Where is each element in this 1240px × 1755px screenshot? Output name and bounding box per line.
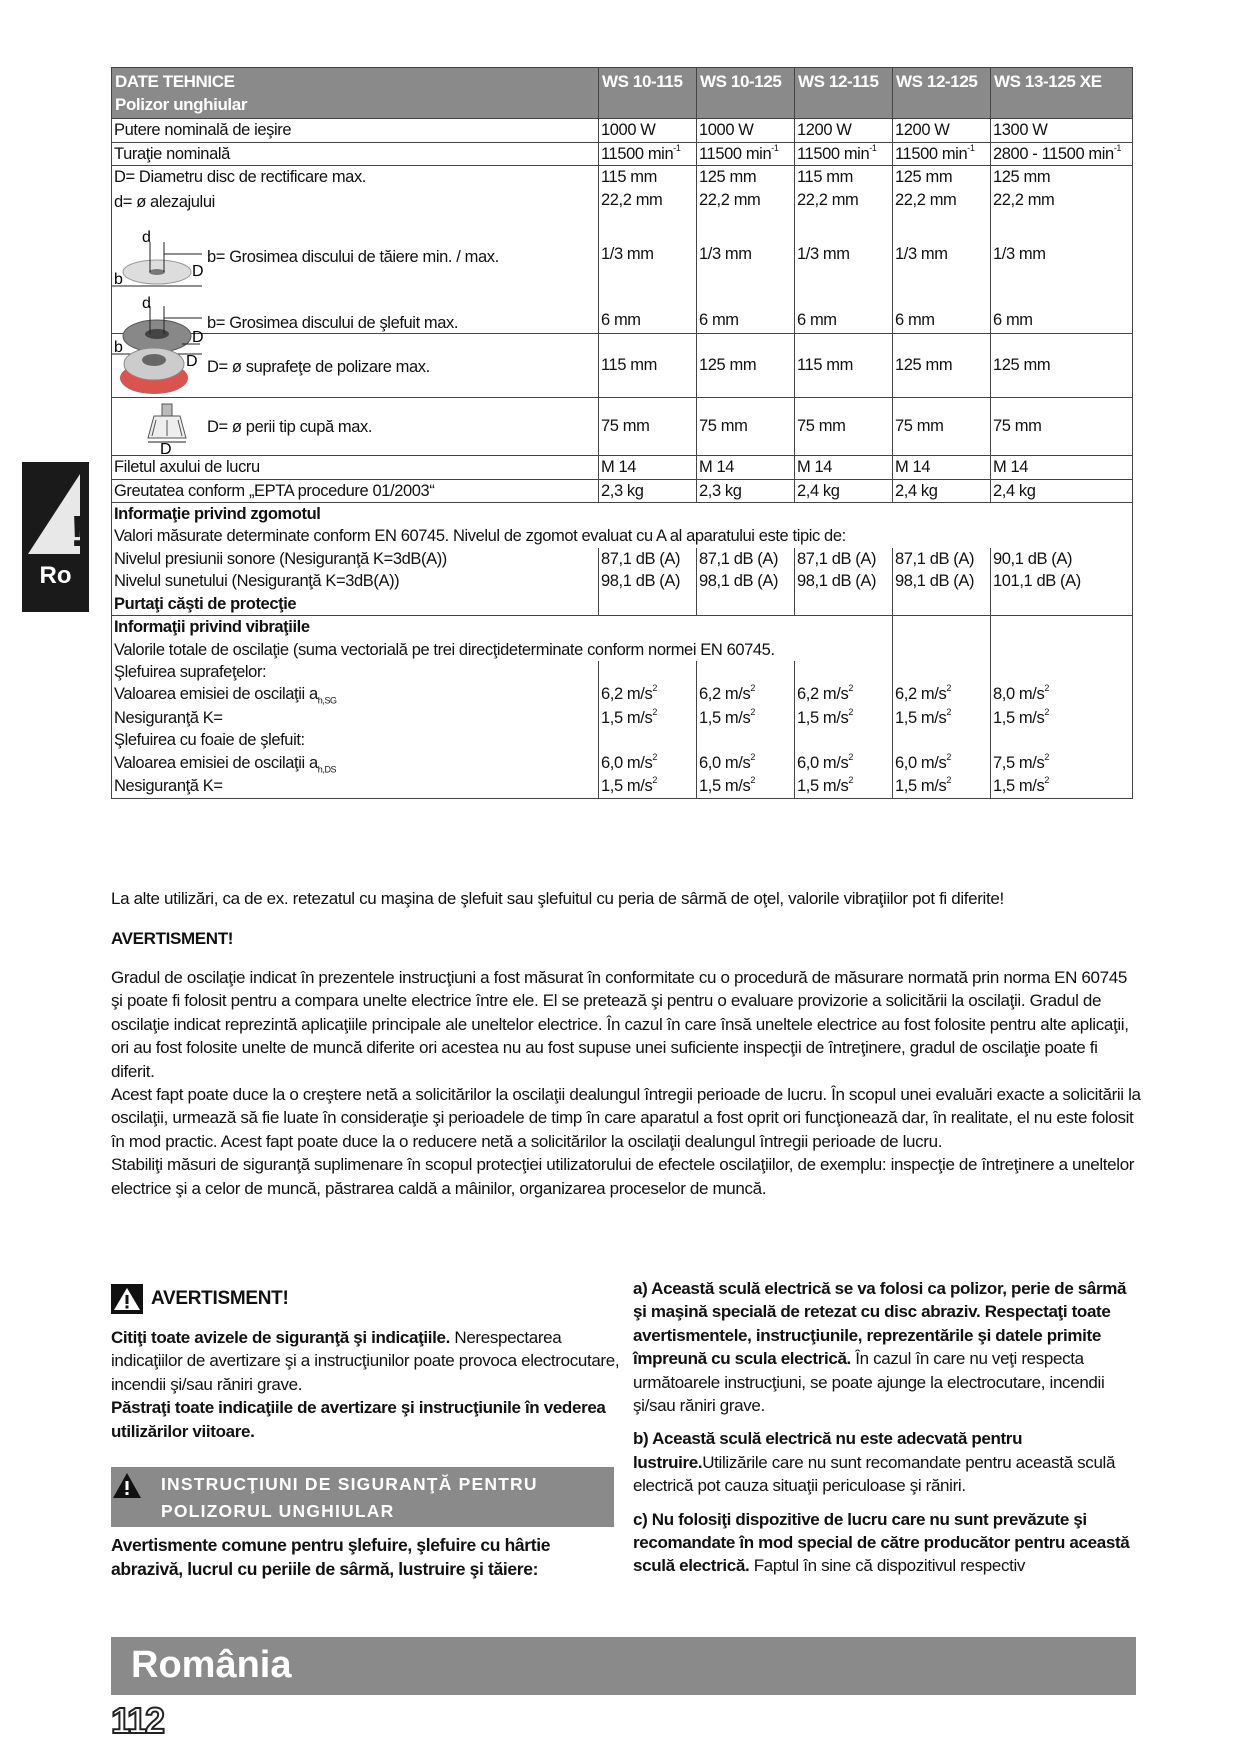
cell: 101,1 dB (A) (991, 570, 1133, 592)
row-label: Filetul axului de lucru (112, 456, 599, 479)
row-label: Nesiguranţă K= (112, 707, 599, 729)
safety-instructions-bar: INSTRUCŢIUNI DE SIGURANŢĂ PENTRU POLIZORUL UNGHIULAR (111, 1467, 614, 1527)
cell: 115 mm 22,2 mm 1/3 mm 6 mm (599, 166, 697, 334)
keep-instructions-text: Păstraţi toate indicaţiile de avertizare şi instrucţiunile în vederea utilizărilor viitoare. (111, 1398, 606, 1441)
svg-text:!: ! (70, 507, 85, 556)
cell (795, 729, 893, 751)
ear-protection-note: Purtaţi căşti de protecţie (112, 593, 599, 616)
cell: 1,5 $m/s^2$ (697, 775, 795, 798)
row-label: Nesiguranţă K= (112, 775, 599, 798)
warning-title: AVERTISMENT! (111, 929, 234, 948)
cell: 6,0 $m/s^2$ (893, 752, 991, 776)
table-row (112, 661, 1133, 683)
cell (991, 593, 1133, 616)
svg-text:D: D (192, 263, 204, 281)
table-row (112, 570, 1133, 592)
cell (991, 661, 1133, 683)
cell (893, 593, 991, 616)
cell: M 14 (599, 456, 697, 479)
row-label: Putere nominală de ieşire (112, 119, 599, 142)
cell: 1,5 $m/s^2$ (893, 707, 991, 729)
model-header: WS 12-125 (893, 68, 991, 119)
cell: 75 mm (697, 398, 795, 456)
table-row (112, 334, 1133, 398)
cell (795, 661, 893, 683)
cell: 11500 $\min^{-1}$ (697, 142, 795, 165)
svg-text:D: D (160, 441, 172, 459)
cell: 6,0 $m/s^2$ (599, 752, 697, 776)
cell (893, 661, 991, 683)
read-warnings-text: Citiţi toate avizele de siguranţă şi indicaţiile. Nerespectarea indicaţiilor de avertizare şi a instrucţiunilor poate provoca electrocutare, incendii şi/sau răniri grave. (111, 1328, 620, 1394)
noise-intro: Valori măsurate determinate conform EN 60745. Nivelul de zgomot evaluat cu A al aparatului este tipic de: (112, 525, 1133, 547)
table-row (112, 398, 1133, 456)
cell (599, 593, 697, 616)
noise-intro-row (112, 525, 1133, 547)
warning-triangle-icon (111, 1471, 143, 1501)
vibration-intro: Valorile totale de oscilaţie (suma vectorială pe trei direcţideterminate conform normei EN 60745. (112, 639, 893, 661)
language-tab (22, 462, 89, 612)
cell: 6,0 $m/s^2$ (697, 752, 795, 776)
cell (697, 729, 795, 751)
row-label: Greutatea conform „EPTA procedure 01/2003“ (112, 479, 599, 502)
cell (893, 639, 991, 661)
country-title: România (131, 1644, 292, 1686)
cell: 11500 $\min^{-1}$ (599, 142, 697, 165)
table-title: DATE TEHNICE Polizor unghiular (112, 68, 599, 119)
cell: 87,1 dB (A) (599, 548, 697, 570)
footer-bar (111, 1637, 1136, 1695)
warning-body: Gradul de oscilaţie indicat în prezentele instrucţiuni a fost măsurat în conformitate cu o procedură de măsurare normată prin norma EN 60745 şi poate fi folosit pentru a compara unelte electrice între ele. El se pretează şi pentru o evaluare provizorie a solicitării la oscilaţii. Gradul de oscilaţie indicat reprezintă aplicaţiile principale ale uneltelor electrice. În cazul în care însă uneltele electrice au fost folosite pentru alte aplicaţii, ori au fost folosite unelte de muncă diferite ori acestea nu au fost supuse unei suficiente inspecţii de întreţinere, gradul de oscilaţie poate fi diferit. Acest fapt poate duce la o creştere netă a solicitărilor la oscilaţii dealungul întregii perioade de lucru. În scopul unei evaluări exacte a solicitării la oscilaţii, urmează să fie luate în consideraţie şi perioadele de timp în care aparatul a fost oprit ori funcţionează dar, în realitate, el nu este folosit în mod practic. Acest fapt poate duce la o reducere netă a solicitărilor la oscilaţii dealungul întregii perioade de lucru. Stabiliţi măsuri de siguranţă suplimenare în scopul protecţiei utilizatorului de efectele oscilaţiilor, de exemplu: inspecţie de întreţinere a uneltelor electrice şi a celor de muncă, păstrarea caldă a mâinilor, organizarea proceselor de muncă. (111, 968, 1141, 1198)
vibration-title-row (112, 616, 1133, 639)
vibration-intro-row (112, 639, 1133, 661)
table-row (112, 142, 1133, 165)
table-row (112, 775, 1133, 798)
cup-brush-icon (142, 400, 202, 459)
row-label: Valoarea emisiei de oscilaţii $a_{h,SG}$ (112, 683, 599, 707)
svg-text:b: b (114, 271, 123, 289)
row-label: Turaţie nominală (112, 142, 599, 165)
cell (697, 661, 795, 683)
cell: 2,4 kg (795, 479, 893, 502)
cell (991, 616, 1133, 639)
cell: M 14 (795, 456, 893, 479)
row-label: Şlefuirea cu foaie de şlefuit: (112, 729, 599, 751)
cell: 98,1 dB (A) (697, 570, 795, 592)
cell (991, 729, 1133, 751)
row-label: Nivelul presiunii sonore (Nesiguranţă K=3dB(A)) (112, 548, 599, 570)
cell: 1,5 $m/s^2$ (991, 707, 1133, 729)
page-number: 112 (111, 1700, 164, 1741)
technical-data-table (111, 67, 1133, 799)
cell: 87,1 dB (A) (893, 548, 991, 570)
cell: 98,1 dB (A) (893, 570, 991, 592)
cell (991, 639, 1133, 661)
cell: 98,1 dB (A) (795, 570, 893, 592)
cell: 125 mm 22,2 mm 1/3 mm 6 mm (697, 166, 795, 334)
svg-text:b: b (114, 339, 123, 357)
cell: 1,5 $m/s^2$ (697, 707, 795, 729)
table-row (112, 119, 1133, 142)
cell: 8,0 $m/s^2$ (991, 683, 1133, 707)
cell (599, 729, 697, 751)
noise-title: Informaţie privind zgomotul (112, 502, 1133, 525)
cell: 75 mm (795, 398, 893, 456)
cell: 2,4 kg (893, 479, 991, 502)
cell: 2800 - 11500 $\min^{-1}$ (991, 142, 1133, 165)
cell: 125 mm (991, 334, 1133, 398)
cell: M 14 (991, 456, 1133, 479)
cell: 6,2 $m/s^2$ (795, 683, 893, 707)
cell: 75 mm (991, 398, 1133, 456)
model-header: WS 10-125 (697, 68, 795, 119)
row-label: Nivelul sunetului (Nesiguranţă K=3dB(A)) (112, 570, 599, 592)
svg-text:d: d (142, 229, 151, 247)
cell (697, 593, 795, 616)
row-label: D D= ø perii tip cupă max. (112, 398, 599, 456)
polishing-pad-icon (116, 336, 202, 398)
left-column (111, 1284, 621, 1581)
table-row (112, 479, 1133, 502)
svg-text:D: D (186, 353, 198, 371)
cell (795, 593, 893, 616)
model-header: WS 12-115 (795, 68, 893, 119)
cell: 75 mm (893, 398, 991, 456)
cell: 90,1 dB (A) (991, 548, 1133, 570)
cell: 1300 W (991, 119, 1133, 142)
table-row (112, 683, 1133, 707)
cell: 115 mm 22,2 mm 1/3 mm 6 mm (795, 166, 893, 334)
cell: 6,2 $m/s^2$ (599, 683, 697, 707)
cell: 125 mm 22,2 mm 1/3 mm 6 mm (991, 166, 1133, 334)
cell: 11500 $\min^{-1}$ (893, 142, 991, 165)
cell: 2,3 kg (599, 479, 697, 502)
right-column (633, 1277, 1138, 1578)
cell (893, 616, 991, 639)
cell: 2,4 kg (991, 479, 1133, 502)
row-label: Valoarea emisiei de oscilaţii $a_{h,DS}$ (112, 752, 599, 776)
cell: 6,0 $m/s^2$ (795, 752, 893, 776)
cell: 125 mm 22,2 mm 1/3 mm 6 mm (893, 166, 991, 334)
cell: 115 mm (795, 334, 893, 398)
cell: 1,5 $m/s^2$ (599, 775, 697, 798)
cell: 1200 W (893, 119, 991, 142)
table-row (112, 729, 1133, 751)
instruction-c: c) Nu folosiţi dispozitive de lucru care nu sunt prevăzute şi recomandate în mod special de către producător pentru această sculă electrică. Faptul în sine că dispozitivul respectiv (633, 1509, 1130, 1576)
cell: 87,1 dB (A) (795, 548, 893, 570)
cell: 75 mm (599, 398, 697, 456)
table-row (112, 166, 1133, 334)
svg-text:d: d (142, 295, 151, 313)
cell: 98,1 dB (A) (599, 570, 697, 592)
cutting-disc-icon (112, 228, 202, 294)
cell: 1200 W (795, 119, 893, 142)
common-warnings-heading: Avertismente comune pentru şlefuire, şlefuire cu hârtie abrazivă, lucrul cu periile de sârmă, lustruire şi tăiere: (111, 1535, 551, 1580)
svg-text:D: D (192, 329, 204, 347)
table-row (112, 752, 1133, 776)
row-label: D= Diametru disc de rectificare max. d= ø alezajului d b D b= Grosimea discului de tăiere min. / max. d b D b= Grosimea discului de şlefuit max. (112, 166, 599, 334)
cell: 1,5 $m/s^2$ (599, 707, 697, 729)
cell: 6,2 $m/s^2$ (697, 683, 795, 707)
instruction-a: a) Această sculă electrică se va folosi ca polizor, perie de sârmă şi maşină specială de retezat cu disc abraziv. Respectaţi toate avertismentele, instrucţiunile, reprezentările şi datele primite împreună cu scula electrică. În cazul în care nu veţi respecta următoarele instrucţiuni, se poate ajunge la electrocutare, incendii şi/sau răniri grave. (633, 1279, 1127, 1416)
warning-heading: AVERTISMENT! (111, 1284, 621, 1316)
cell: M 14 (893, 456, 991, 479)
cell: 7,5 $m/s^2$ (991, 752, 1133, 776)
warning-triangle-icon (111, 1284, 143, 1314)
warning-icon (22, 468, 89, 560)
table-row (112, 593, 1133, 616)
cell: 1,5 $m/s^2$ (991, 775, 1133, 798)
cell: 115 mm (599, 334, 697, 398)
noise-title-row (112, 502, 1133, 525)
cell: 87,1 dB (A) (697, 548, 795, 570)
cell: 125 mm (697, 334, 795, 398)
cell: 1,5 $m/s^2$ (795, 707, 893, 729)
cell: 11500 $\min^{-1}$ (795, 142, 893, 165)
vibration-note: La alte utilizări, ca de ex. retezatul cu maşina de şlefuit sau şlefuitul cu peria de sârmă de oţel, valorile vibraţiilor pot fi diferite! (111, 889, 1004, 908)
language-code: Ro (39, 562, 72, 589)
cell: 1000 W (697, 119, 795, 142)
cell: 6,2 $m/s^2$ (893, 683, 991, 707)
cell (599, 661, 697, 683)
cell: 2,3 kg (697, 479, 795, 502)
cell: 1000 W (599, 119, 697, 142)
cell: M 14 (697, 456, 795, 479)
row-label: D D= ø suprafeţe de polizare max. (112, 334, 599, 398)
vibration-title: Informaţii privind vibraţiile (112, 616, 893, 639)
cell: 1,5 $m/s^2$ (893, 775, 991, 798)
cell (893, 729, 991, 751)
table-row (112, 707, 1133, 729)
model-header: WS 10-115 (599, 68, 697, 119)
row-label: Şlefuirea suprafeţelor: (112, 661, 599, 683)
table-header (112, 68, 1133, 119)
model-header: WS 13-125 XE (991, 68, 1133, 119)
cell: 1,5 $m/s^2$ (795, 775, 893, 798)
table-row (112, 548, 1133, 570)
cell: 125 mm (893, 334, 991, 398)
instruction-b: b) Această sculă electrică nu este adecvată pentru lustruire.Utilizările care nu sunt recomandate pentru această sculă electrică pot cauza situaţii periculoase şi răniri. (633, 1429, 1116, 1496)
table-row (112, 456, 1133, 479)
